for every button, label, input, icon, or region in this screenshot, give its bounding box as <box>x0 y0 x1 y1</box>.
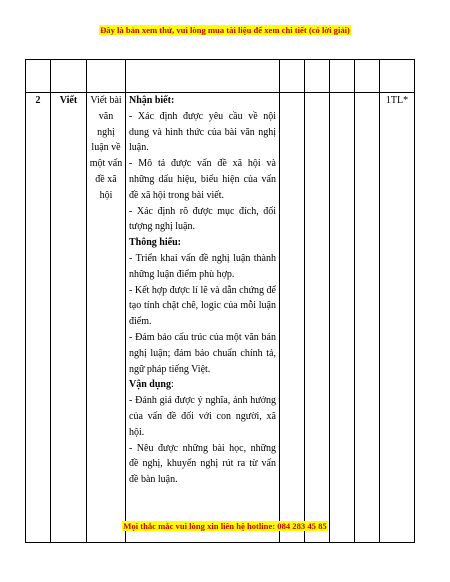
preview-notice-banner: Đây là bản xem thử, vui lòng mua tài liệu để xem chi tiết (có lời giải) <box>100 25 350 35</box>
understand-item: - Đảm bảo cấu trúc của một văn bản nghị luận; đảm bảo chuẩn chính tả, ngữ pháp tiếng Việt. <box>129 331 276 375</box>
empty-cell <box>305 93 330 543</box>
assessment-spec-table <box>25 59 415 543</box>
recognize-heading: Nhận biết: <box>129 95 175 106</box>
hotline-banner: Mọi thắc mắc vui lòng xin liên hệ hotline: 084 283 45 85 <box>123 521 327 531</box>
recognize-item: - Mô tả được vấn đề xã hội và những dấu hiệu, biểu hiện của vấn đề xã hội trong bài viết. <box>129 158 276 201</box>
table-row <box>26 93 415 543</box>
understand-item: - Triển khai vấn đề nghị luận thành những luận điểm phù hợp. <box>129 252 276 280</box>
apply-item: - Đánh giá được ý nghĩa, ảnh hưởng của vấn đề đối với con người, xã hội. <box>129 395 276 438</box>
table-top-row <box>26 60 415 93</box>
row-number: 2 <box>26 93 51 543</box>
content-cell: Viết <box>51 93 87 543</box>
recognize-item: - Xác định rõ được mục đích, đối tượng nghị luận. <box>129 205 276 233</box>
empty-cell <box>330 93 355 543</box>
apply-heading: Vận dụng: <box>129 379 174 391</box>
apply-item: - Nêu được những bài học, những đề nghị, khuyến nghị rút ra từ vấn đề bàn luận. <box>129 442 276 486</box>
understand-heading: Thông hiểu: <box>129 237 181 249</box>
recognize-item: - Xác định được yêu cầu về nội dung và hình thức của bài văn nghị luận. <box>129 110 276 154</box>
unit-cell: Viết bài văn nghị luận về một vấn đề xã hội <box>87 93 126 543</box>
empty-cell <box>280 93 305 543</box>
question-count-cell: 1TL* <box>380 93 415 543</box>
empty-cell <box>355 93 380 543</box>
level-cell <box>126 93 280 543</box>
understand-item: - Kết hợp được lí lẽ và dẫn chứng để tạo tính chặt chẽ, logic của mỗi luận điểm. <box>129 284 276 328</box>
